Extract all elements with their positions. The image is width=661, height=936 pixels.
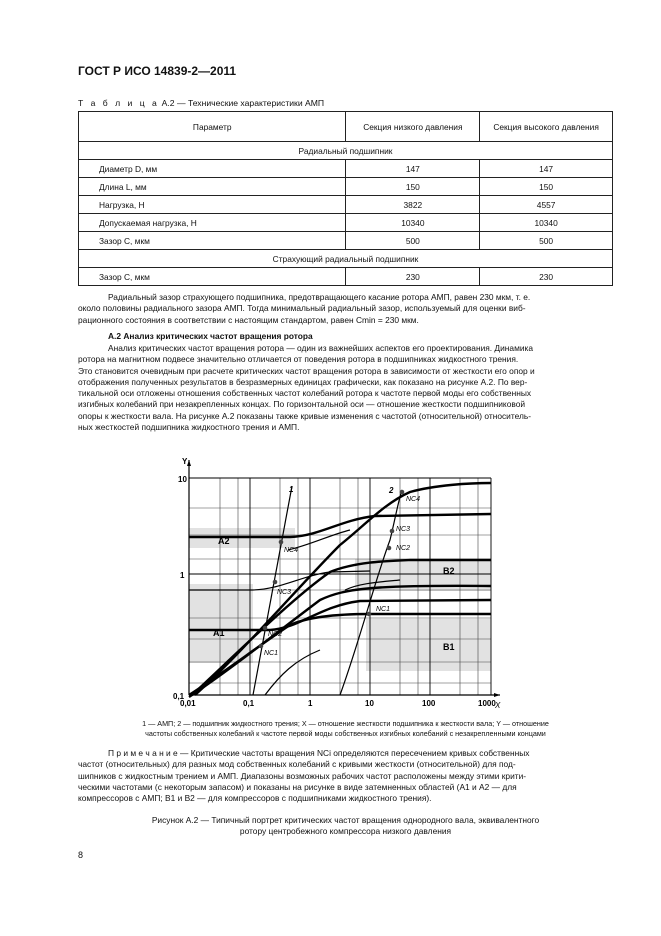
section-subheading: А.2 Анализ критических частот вращения ротора: [108, 331, 313, 341]
col-header-parameter: Параметр: [79, 112, 346, 142]
text-line: Это становится очевидным при расчете критических частот вращения ротора в зависимости от жесткости его опор и: [78, 365, 535, 376]
note-line: ческими частотами (с некоторым запасом) и показаны на рисунке в виде затемненных областей (A1 и A2 — для: [78, 781, 517, 792]
row-low: 147: [346, 160, 480, 178]
text-line: изгибных колебаний при незакрепленных концах. По горизонтальной оси — отношение жесткости подшипниковой: [78, 399, 526, 410]
row-param: Зазор C, мкм: [79, 268, 346, 286]
curve-label-1: 1: [289, 485, 294, 494]
row-low: 10340: [346, 214, 480, 232]
figure-legend: [78, 719, 613, 739]
text-line: Анализ критических частот вращения ротора — один из важнейших аспектов его проектирования. Динамика: [108, 343, 534, 353]
x-axis-label: X: [495, 701, 501, 710]
row-low: 150: [346, 178, 480, 196]
region-a1: [189, 584, 253, 663]
text-line: опоры к жесткости вала. На рисунке А.2 показаны также кривые изменения с частотой (относительной) относитель-: [78, 410, 532, 421]
text-line: около половины радиального зазора АМП. Тогда минимальный радиальный зазор, используемый для оценки виб-: [78, 303, 526, 314]
row-high: 230: [480, 268, 613, 286]
table-row: [79, 268, 613, 286]
point-label-nc3-fluid: NC3: [396, 526, 411, 533]
col-header-low-pressure: Секция низкого давления: [346, 112, 480, 142]
figure-caption: [78, 815, 613, 837]
text-line: ротора на магнитном подвесе значительно отличается от поведения ротора в подшипниках жидкостного трения.: [78, 354, 519, 365]
document-header: ГОСТ Р ИСО 14839-2—2011: [78, 64, 237, 78]
point-label-nc2-amb: NC2: [268, 631, 283, 638]
y-tick-1: 1: [180, 571, 185, 580]
table-section-radial: Радиальный подшипник: [79, 142, 613, 160]
page-number: 8: [78, 850, 84, 860]
caption-line: Рисунок А.2 — Типичный портрет критических частот вращения однородного вала, эквивалентного: [151, 815, 540, 825]
row-high: 147: [480, 160, 613, 178]
row-param: Допускаемая нагрузка, Н: [79, 214, 346, 232]
spec-table: [78, 111, 613, 286]
point-label-nc4-fluid: NC4: [406, 496, 421, 503]
x-tick-10: 10: [365, 699, 374, 708]
x-tick-100: 100: [422, 699, 436, 708]
table-row: [79, 178, 613, 196]
row-low: 3822: [346, 196, 480, 214]
curve-label-2: 2: [389, 486, 394, 495]
region-label-a2: A2: [218, 536, 230, 546]
row-high: 10340: [480, 214, 613, 232]
paragraph-backup-clearance: [78, 292, 613, 326]
note-line: П р и м е ч а н и е — Критические частоты вращения NCi определяются пересечением кривых собственных: [108, 748, 530, 758]
critical-speed-map-plot: [170, 450, 510, 715]
legend-line: частоты собственных колебаний к частоте первой моды собственных изгибных колебаний с незакрепленными концами: [145, 729, 546, 738]
row-high: 4557: [480, 196, 613, 214]
col-header-high-pressure: Секция высокого давления: [480, 112, 613, 142]
row-high: 150: [480, 178, 613, 196]
point-label-nc2-fluid: NC2: [396, 545, 411, 552]
row-param: Диаметр D, мм: [79, 160, 346, 178]
region-label-a1: A1: [213, 628, 225, 638]
y-axis-label: Y: [182, 457, 188, 466]
table-caption: [78, 98, 324, 108]
legend-line: 1 — АМП; 2 — подшипник жидкостного трения; X — отношение жесткости подшипника к жесткости вала; Y — отношение: [142, 719, 549, 728]
table-row: [79, 160, 613, 178]
region-label-b1: B1: [443, 642, 455, 652]
table-row: [79, 214, 613, 232]
row-low: 230: [346, 268, 480, 286]
text-line: тикальной оси отложены отношения собственных частот колебаний ротора к частоте первой моды его собственных: [78, 388, 532, 399]
paragraph-critical-speeds: [78, 343, 613, 433]
caption-line: ротору центробежного компрессора низкого давления: [239, 826, 452, 836]
y-axis-arrow: [187, 460, 191, 466]
text-line: рационного состояния в соответствии с настоящим стандартом, равен Cmin = 230 мкм.: [78, 314, 419, 325]
table-caption-text: А.2 — Технические характеристики АМП: [159, 98, 325, 108]
point-label-nc1-amb: NC1: [264, 650, 279, 657]
row-param: Зазор C, мкм: [79, 232, 346, 250]
table-row: [79, 232, 613, 250]
row-low: 500: [346, 232, 480, 250]
note-line: шипников с жидкостным трением и АМП. Диапазоны возможных рабочих частот расположены между этими крити-: [78, 770, 527, 781]
text-line: ных жесткостей подшипника жидкостного трения и АМП.: [78, 422, 300, 433]
point-label-nc4-amb: NC4: [284, 547, 299, 554]
point-label-nc1-fluid: NC1: [376, 606, 391, 613]
x-tick-1: 1: [308, 699, 313, 708]
note-line: компрессоров с АМП; B1 и B2 — для компрессоров с подшипниками жидкостного трения).: [78, 793, 432, 804]
y-tick-10: 10: [178, 475, 187, 484]
y-tick-0-1: 0,1: [173, 692, 185, 701]
critical-speed-map-figure: [170, 450, 510, 715]
point-label-nc3-amb: NC3: [277, 589, 292, 596]
x-tick-1000: 1000: [478, 699, 496, 708]
table-row: [79, 196, 613, 214]
row-param: Длина L, мм: [79, 178, 346, 196]
table-caption-label: Т а б л и ц а: [78, 98, 160, 108]
row-high: 500: [480, 232, 613, 250]
x-axis-arrow: [494, 693, 500, 697]
region-label-b2: B2: [443, 566, 455, 576]
row-param: Нагрузка, Н: [79, 196, 346, 214]
text-line: Радиальный зазор страхующего подшипника, предотвращающего касание ротора АМП, равен 230 мкм, т. е.: [108, 292, 531, 302]
note-line: частот (относительных) для разных мод собственных колебаний с кривыми жесткости (относительной) для под-: [78, 759, 516, 770]
x-tick-0-01: 0,01: [180, 699, 196, 708]
x-tick-0-1: 0,1: [243, 699, 255, 708]
text-line: отображения полученных результатов в безразмерных единицах графически, как показано на рисунке А.2. По вер-: [78, 376, 528, 387]
figure-note: [78, 748, 613, 804]
region-b1: [366, 619, 491, 671]
table-section-backup: Страхующий радиальный подшипник: [79, 250, 613, 268]
